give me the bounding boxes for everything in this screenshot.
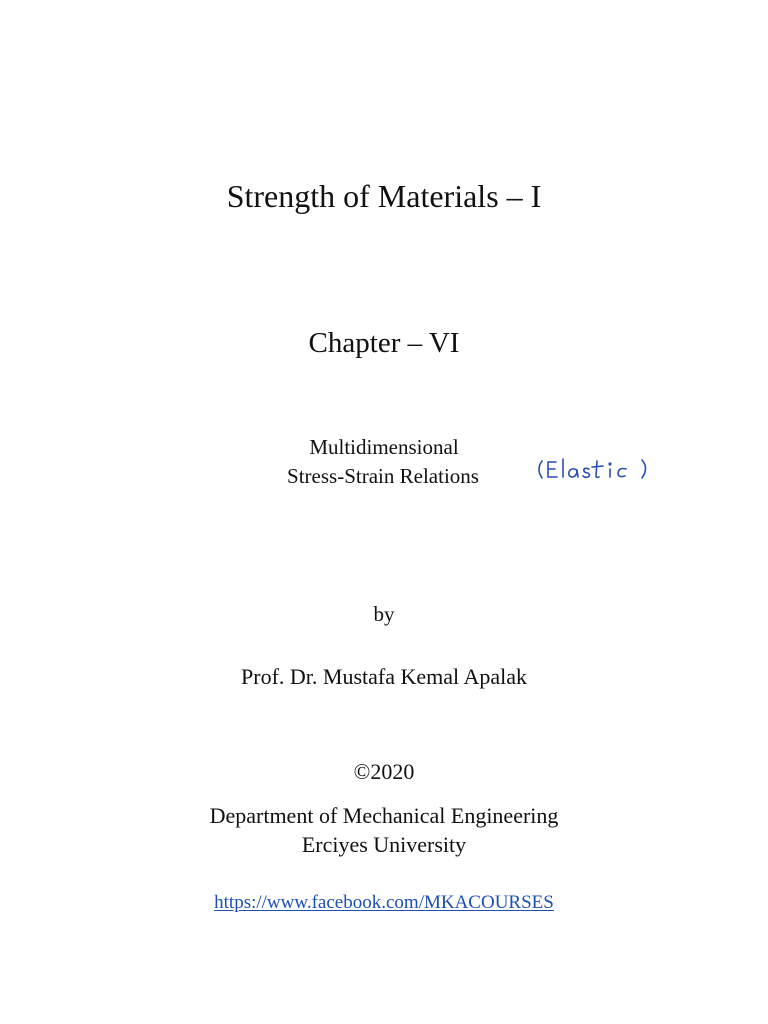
facebook-link[interactable]: https://www.facebook.com/MKACOURSES — [214, 892, 554, 913]
subtitle-line-2: Stress-Strain Relations — [287, 464, 479, 488]
department-name: Department of Mechanical Engineering — [209, 803, 559, 828]
facebook-link-line — [0, 893, 768, 912]
handwritten-annotation — [534, 452, 658, 486]
by-label: by — [373, 602, 395, 626]
document-title: Strength of Materials – I — [226, 178, 542, 214]
university-name: Erciyes University — [301, 832, 467, 857]
chapter-heading: Chapter – VI — [308, 327, 460, 359]
copyright-year: ©2020 — [353, 759, 415, 784]
author-name: Prof. Dr. Mustafa Kemal Apalak — [241, 664, 527, 689]
subtitle-line-1: Multidimensional — [309, 435, 459, 459]
